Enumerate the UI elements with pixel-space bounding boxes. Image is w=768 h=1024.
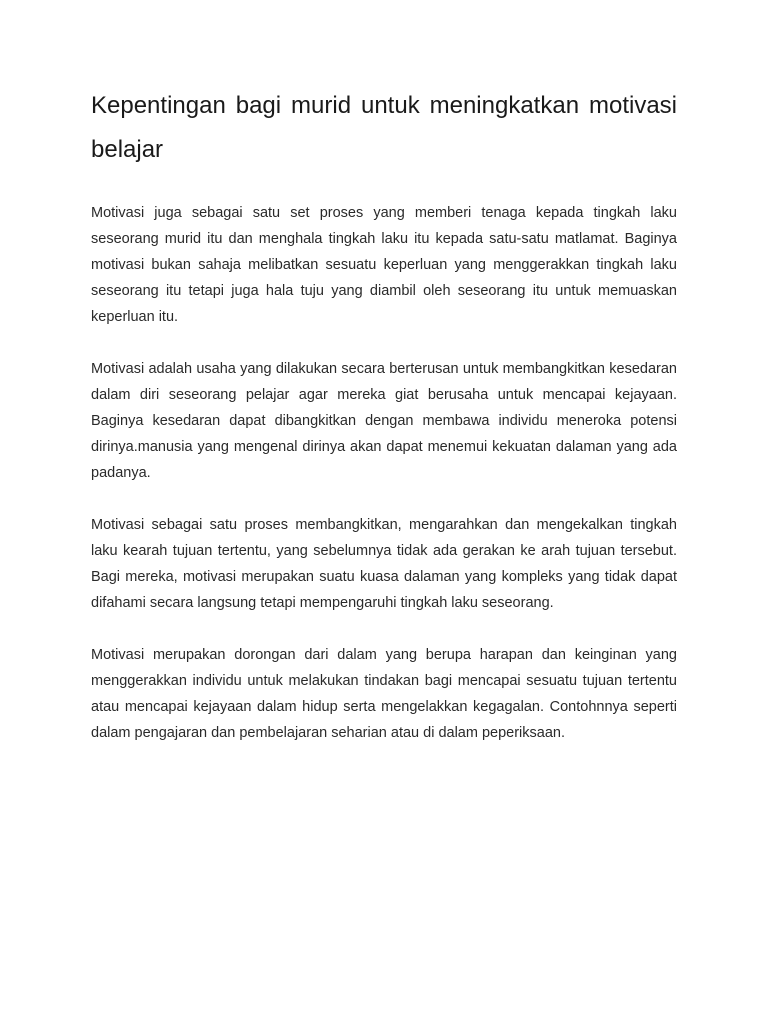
paragraph-3: Motivasi sebagai satu proses membangkitkan, mengarahkan dan mengekalkan tingkah laku kearah tujuan tertentu, yang sebelumnya tidak ada gerakan ke arah tujuan tersebut. Bagi mereka, motivasi merupakan suatu kuasa dalaman yang kompleks yang tidak dapat difahami secara langsung tetapi mempengaruhi tingkah laku seseorang.: [91, 517, 677, 611]
document-title: Kepentingan bagi murid untuk meningkatkan motivasi belajar: [91, 92, 677, 163]
paragraph-1: Motivasi juga sebagai satu set proses yang memberi tenaga kepada tingkah laku seseorang murid itu dan menghala tingkah laku itu kepada satu-satu matlamat. Baginya motivasi bukan sahaja melibatkan sesuatu keperluan yang menggerakkan tingkah laku seseorang itu tetapi juga hala tuju yang diambil oleh seseorang itu untuk memuaskan keperluan itu.: [91, 205, 677, 325]
document-body: [91, 84, 677, 772]
paragraph-4: Motivasi merupakan dorongan dari dalam yang berupa harapan dan keinginan yang menggerakkan individu untuk melakukan tindakan bagi mencapai sesuatu tujuan tertentu atau mencapai kejayaan dalam hidup serta mengelakkan kegagalan. Contohnnya seperti dalam pengajaran dan pembelajaran seharian atau di dalam peperiksaan.: [91, 647, 677, 741]
paragraph-2: Motivasi adalah usaha yang dilakukan secara berterusan untuk membangkitkan kesedaran dalam diri seseorang pelajar agar mereka giat berusaha untuk mencapai kejayaan. Baginya kesedaran dapat dibangkitkan dengan membawa individu meneroka potensi dirinya.manusia yang mengenal dirinya akan dapat menemui kekuatan dalaman yang ada padanya.: [91, 361, 677, 481]
